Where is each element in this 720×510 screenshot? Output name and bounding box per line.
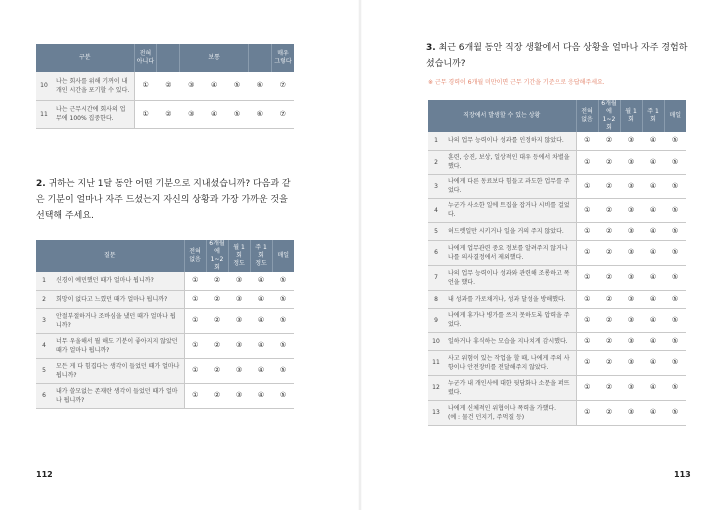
question-text: 최근 6개월 동안 직장 생활에서 다음 상황을 얼마나 자주 경험하셨습니까? <box>426 43 688 69</box>
table-row <box>428 350 686 375</box>
choice-option[interactable]: ① <box>576 132 598 150</box>
choice-option[interactable]: ④ <box>250 272 272 290</box>
choice-option[interactable]: ② <box>206 383 228 408</box>
choice-option[interactable]: ⑤ <box>664 240 686 265</box>
choice-option[interactable]: ④ <box>642 150 664 174</box>
row-question-text: 나의 업무 능력이나 성과를 인정하지 않았다. <box>444 132 576 150</box>
choice-option[interactable]: ④ <box>642 265 664 290</box>
row-number: 3 <box>428 174 444 198</box>
question-number: 3. <box>426 43 436 53</box>
choice-option[interactable]: ③ <box>228 272 250 290</box>
choice-option[interactable]: ① <box>576 332 598 350</box>
row-number: 10 <box>428 332 444 350</box>
choice-option[interactable]: ② <box>598 375 620 400</box>
header-col-5: 매일 <box>664 100 686 132</box>
choice-option[interactable]: ③ <box>620 350 642 375</box>
choice-option[interactable]: ⑤ <box>664 332 686 350</box>
choice-option[interactable]: ② <box>206 333 228 358</box>
choice-option[interactable]: ⑤ <box>226 100 249 128</box>
choice-option[interactable]: ③ <box>228 333 250 358</box>
header-col-5: 매일 <box>272 240 294 272</box>
choice-option[interactable]: ② <box>598 290 620 308</box>
choice-option[interactable]: ⑤ <box>664 174 686 198</box>
row-question-text: 나에게 신체적인 위협이나 폭력을 가했다. (예 : 물건 던지기, 주먹질 등) <box>444 400 576 425</box>
row-question-text: 훈련, 승진, 보상, 일상적인 대우 등에서 차별을 했다. <box>444 150 576 174</box>
row-question-text: 누군가 내 개인사에 대한 뒷담화나 소문을 퍼뜨렸다. <box>444 375 576 400</box>
choice-option[interactable]: ② <box>598 132 620 150</box>
choice-option[interactable]: ② <box>598 198 620 222</box>
row-question-text: 내 성과를 가로채거나, 성과 달성을 방해했다. <box>444 290 576 308</box>
choice-option[interactable]: ① <box>184 383 206 408</box>
right-page <box>360 0 720 510</box>
row-number: 3 <box>36 308 52 333</box>
choice-option[interactable]: ① <box>576 150 598 174</box>
row-number: 12 <box>428 375 444 400</box>
choice-option[interactable]: ③ <box>180 100 203 128</box>
choice-option[interactable]: ③ <box>620 265 642 290</box>
choice-option[interactable]: ① <box>134 72 157 100</box>
table-row <box>428 150 686 174</box>
choice-option[interactable]: ⑤ <box>664 375 686 400</box>
choice-option[interactable]: ③ <box>620 132 642 150</box>
choice-option[interactable]: ① <box>576 174 598 198</box>
header-col-2: 6개월에 1~2회 <box>206 240 228 272</box>
row-number: 7 <box>428 265 444 290</box>
choice-option[interactable]: ③ <box>620 174 642 198</box>
row-question-text: 나에게 다른 동료보다 힘들고 과도한 업무를 주었다. <box>444 174 576 198</box>
row-question-text: 나의 업무 능력이나 성과와 관련해 조롱하고 폭언을 했다. <box>444 265 576 290</box>
choice-option[interactable]: ① <box>576 350 598 375</box>
table-row <box>428 240 686 265</box>
choice-option[interactable]: ② <box>598 240 620 265</box>
table-row <box>36 100 294 128</box>
choice-option[interactable]: ④ <box>642 132 664 150</box>
choice-option[interactable]: ⑦ <box>271 100 294 128</box>
row-number: 6 <box>36 383 52 408</box>
table-row <box>428 222 686 240</box>
choice-option[interactable]: ④ <box>642 332 664 350</box>
question-number: 2. <box>36 179 46 189</box>
header-col-4: 주 1회 정도 <box>250 240 272 272</box>
question-3-title <box>426 40 690 72</box>
table-row <box>428 174 686 198</box>
choice-option[interactable]: ④ <box>203 72 226 100</box>
header-not-at-all: 전혀 아니다 <box>134 44 157 72</box>
choice-option[interactable]: ⑤ <box>664 400 686 425</box>
choice-option[interactable]: ⑤ <box>272 308 294 333</box>
question-2-title <box>36 176 298 224</box>
row-question-text: 신경이 예민했던 때가 얼마나 됩니까? <box>52 272 184 290</box>
workplace-table <box>428 100 686 426</box>
table-row <box>36 383 294 408</box>
choice-option[interactable]: ④ <box>642 174 664 198</box>
row-question-text: 나에게 업무관련 중요 정보를 알려주지 않거나 나를 의사결정에서 제외했다. <box>444 240 576 265</box>
choice-option[interactable]: ④ <box>250 383 272 408</box>
row-number: 8 <box>428 290 444 308</box>
choice-option[interactable]: ④ <box>250 333 272 358</box>
choice-option[interactable]: ③ <box>620 240 642 265</box>
row-question-text: 나는 회사를 위해 기꺼이 내 개인 시간을 포기할 수 있다. <box>52 72 134 100</box>
question-text: 귀하는 지난 1달 동안 어떤 기분으로 지내셨습니까? 다음과 같은 기분이 얼마나 자주 드셨는지 자신의 상황과 가장 가까운 것을 선택해 주세요. <box>36 179 291 221</box>
table-row <box>428 375 686 400</box>
choice-option[interactable]: ② <box>598 222 620 240</box>
choice-option[interactable]: ④ <box>642 240 664 265</box>
choice-option[interactable]: ④ <box>642 400 664 425</box>
choice-option[interactable]: ⑤ <box>272 358 294 383</box>
header-question: 질문 <box>36 240 184 272</box>
choice-option[interactable]: ③ <box>620 308 642 332</box>
choice-option[interactable]: ① <box>576 308 598 332</box>
choice-option[interactable]: ③ <box>228 383 250 408</box>
row-number: 5 <box>36 358 52 383</box>
choice-option[interactable]: ③ <box>620 400 642 425</box>
choice-option[interactable]: ④ <box>642 350 664 375</box>
row-question-text: 나는 근무시간에 회사의 업무에 100% 집중한다. <box>52 100 134 128</box>
choice-option[interactable]: ⑤ <box>226 72 249 100</box>
choice-option[interactable]: ① <box>576 290 598 308</box>
choice-option[interactable]: ④ <box>642 222 664 240</box>
choice-option[interactable]: ② <box>598 400 620 425</box>
header-blank <box>157 44 180 72</box>
choice-option[interactable]: ③ <box>620 375 642 400</box>
choice-option[interactable]: ⑤ <box>272 383 294 408</box>
row-question-text: 너무 우울해서 뭘 해도 기분이 좋아지지 않았던 때가 얼마나 됩니까? <box>52 333 184 358</box>
row-number: 9 <box>428 308 444 332</box>
row-question-text: 허드렛일만 시키거나 일을 거의 주지 않았다. <box>444 222 576 240</box>
row-number: 11 <box>428 350 444 375</box>
choice-option[interactable]: ⑤ <box>664 350 686 375</box>
choice-option[interactable]: ③ <box>620 332 642 350</box>
choice-option[interactable]: ③ <box>620 198 642 222</box>
table-row <box>428 400 686 425</box>
choice-option[interactable]: ② <box>157 72 180 100</box>
row-question-text: 일하거나 휴식하는 모습을 지나치게 감시했다. <box>444 332 576 350</box>
choice-option[interactable]: ④ <box>642 308 664 332</box>
page-number-right: 113 <box>674 470 691 479</box>
choice-option[interactable]: ⑤ <box>272 333 294 358</box>
choice-option[interactable]: ② <box>157 100 180 128</box>
row-number: 10 <box>36 72 52 100</box>
table-row <box>36 308 294 333</box>
header-col-2: 6개월에 1~2회 <box>598 100 620 132</box>
choice-option[interactable]: ⑥ <box>248 72 271 100</box>
row-number: 2 <box>428 150 444 174</box>
choice-option[interactable]: ② <box>598 350 620 375</box>
row-number: 5 <box>428 222 444 240</box>
choice-option[interactable]: ③ <box>228 358 250 383</box>
header-col-3: 월 1회 <box>620 100 642 132</box>
choice-option[interactable]: ⑦ <box>271 72 294 100</box>
row-question-text: 누군가 사소한 일에 트집을 잡거나 시비를 걸었다. <box>444 198 576 222</box>
choice-option[interactable]: ③ <box>228 308 250 333</box>
choice-option[interactable]: ① <box>576 265 598 290</box>
choice-option[interactable]: ① <box>184 358 206 383</box>
choice-option[interactable]: ⑥ <box>248 100 271 128</box>
row-question-text: 사고 위험이 있는 작업을 할 때, 나에게 주의 사항이나 안전장비를 전달해주지 않았다. <box>444 350 576 375</box>
choice-option[interactable]: ⑤ <box>664 132 686 150</box>
choice-option[interactable]: ① <box>184 272 206 290</box>
header-col-4: 주 1회 <box>642 100 664 132</box>
choice-option[interactable]: ② <box>598 332 620 350</box>
table-header-row <box>36 44 294 72</box>
choice-option[interactable]: ④ <box>250 290 272 308</box>
choice-option[interactable]: ④ <box>642 198 664 222</box>
choice-option[interactable]: ④ <box>250 308 272 333</box>
choice-option[interactable]: ① <box>184 333 206 358</box>
page-number-left: 112 <box>36 470 53 479</box>
row-question-text: 모든 게 다 힘겹다는 생각이 들었던 때가 얼마나 됩니까? <box>52 358 184 383</box>
choice-option[interactable]: ① <box>576 240 598 265</box>
choice-option[interactable]: ② <box>598 150 620 174</box>
choice-option[interactable]: ① <box>184 290 206 308</box>
table-row <box>428 308 686 332</box>
table-row <box>428 332 686 350</box>
table-row <box>36 358 294 383</box>
row-number: 11 <box>36 100 52 128</box>
table-row <box>36 272 294 290</box>
choice-option[interactable]: ① <box>184 308 206 333</box>
table-row <box>428 290 686 308</box>
choice-option[interactable]: ② <box>598 174 620 198</box>
header-col-1: 전혀 없음 <box>576 100 598 132</box>
table-row <box>36 333 294 358</box>
choice-option[interactable]: ④ <box>642 375 664 400</box>
choice-option[interactable]: ① <box>576 222 598 240</box>
header-col-3: 월 1회 정도 <box>228 240 250 272</box>
choice-option[interactable]: ① <box>134 100 157 128</box>
row-number: 1 <box>36 272 52 290</box>
choice-option[interactable]: ② <box>598 308 620 332</box>
choice-option[interactable]: ① <box>576 198 598 222</box>
choice-option[interactable]: ③ <box>620 290 642 308</box>
table-row <box>428 265 686 290</box>
header-situation: 직장에서 발생할 수 있는 상황 <box>428 100 576 132</box>
header-category: 구분 <box>36 44 134 72</box>
choice-option[interactable]: ① <box>576 400 598 425</box>
choice-option[interactable]: ④ <box>642 290 664 308</box>
choice-option[interactable]: ⑤ <box>664 290 686 308</box>
choice-option[interactable]: ④ <box>250 358 272 383</box>
choice-option[interactable]: ② <box>206 358 228 383</box>
choice-option[interactable]: ② <box>206 272 228 290</box>
choice-option[interactable]: ③ <box>620 150 642 174</box>
choice-option[interactable]: ② <box>598 265 620 290</box>
mood-table <box>36 240 294 409</box>
choice-option[interactable]: ⑤ <box>664 150 686 174</box>
choice-option[interactable]: ④ <box>203 100 226 128</box>
choice-option[interactable]: ⑤ <box>664 265 686 290</box>
header-col-1: 전혀 없음 <box>184 240 206 272</box>
row-number: 1 <box>428 132 444 150</box>
commitment-table <box>36 44 294 129</box>
row-question-text: 내가 쓸모없는 존재란 생각이 들었던 때가 얼마나 됩니까? <box>52 383 184 408</box>
row-question-text: 나에게 휴가나 병가를 쓰지 못하도록 압력을 주었다. <box>444 308 576 332</box>
choice-option[interactable]: ① <box>576 375 598 400</box>
choice-option[interactable]: ⑤ <box>664 198 686 222</box>
row-number: 4 <box>428 198 444 222</box>
table-row <box>36 290 294 308</box>
choice-option[interactable]: ③ <box>180 72 203 100</box>
header-neutral: 보통 <box>180 44 249 72</box>
question-3-note: ※ 근무 경력이 6개월 미만이면 근무 기간을 기준으로 응답해주세요. <box>428 79 605 86</box>
choice-option[interactable]: ② <box>206 308 228 333</box>
row-number: 4 <box>36 333 52 358</box>
choice-option[interactable]: ⑤ <box>664 222 686 240</box>
choice-option[interactable]: ⑤ <box>664 308 686 332</box>
row-number: 2 <box>36 290 52 308</box>
table-row <box>428 132 686 150</box>
table-header-row <box>36 240 294 272</box>
row-number: 6 <box>428 240 444 265</box>
table-row <box>36 72 294 100</box>
choice-option[interactable]: ⑤ <box>272 290 294 308</box>
choice-option[interactable]: ③ <box>228 290 250 308</box>
row-number: 13 <box>428 400 444 425</box>
row-question-text: 희망이 없다고 느꼈던 때가 얼마나 됩니까? <box>52 290 184 308</box>
choice-option[interactable]: ② <box>206 290 228 308</box>
header-blank <box>248 44 271 72</box>
choice-option[interactable]: ③ <box>620 222 642 240</box>
header-very-much: 매우 그렇다 <box>271 44 294 72</box>
table-row <box>428 198 686 222</box>
choice-option[interactable]: ⑤ <box>272 272 294 290</box>
row-question-text: 안절부절하거나 조바심을 냈던 때가 얼마나 됩니까? <box>52 308 184 333</box>
table-header-row <box>428 100 686 132</box>
